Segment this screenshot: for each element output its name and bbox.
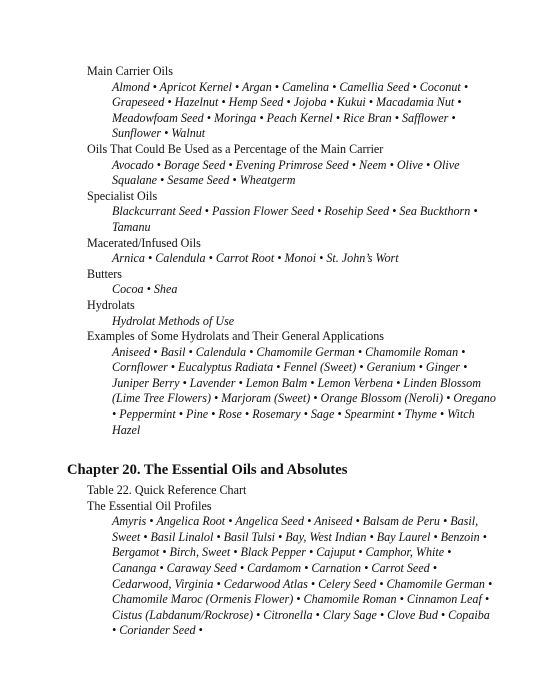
toc-subitems[interactable]: Amyris • Angelica Root • Angelica Seed • Aniseed • Balsam de Peru • Basil, Sweet • Basil Linalol • Basil Tulsi • Bay, West Indian • Bay Laurel • Benzoin • Bergamot • Birch, Sweet • Black Pepper • Cajuput • Camphor, White • Cananga • Caraway Seed • Cardamom • Carnation • Carrot Seed • Cedarwood, Virginia • Cedarwood Atlas • Celery Seed • Chamomile German • Chamomile Maroc (Ormenis Flower) • Chamomile Roman • Cinnamon Leaf • Cistus (Labdanum/Rockrose) • Citronella • Clary Sage • Clove Bud • Copaiba • Coriander Seed • (112, 514, 493, 638)
toc-subitems[interactable]: Hydrolat Methods of Use (112, 313, 235, 328)
toc-heading[interactable]: Macerated/Infused Oils (87, 235, 201, 250)
toc-subitems[interactable]: Arnica • Calendula • Carrot Root • Monoi • St. John’s Wort (112, 251, 399, 266)
toc-subitems[interactable]: Aniseed • Basil • Calendula • Chamomile German • Chamomile Roman • Cornflower • Eucalyptus Radiata • Fennel (Sweet) • Geranium • Ginger • Juniper Berry • Lavender • Lemon Balm • Lemon Verbena • Linden Blossom (Lime Tree Flowers) • Marjoram (Sweet) • Orange Blossom (Neroli) • Oregano • Peppermint • Pine • Rose • Rosemary • Sage • Spearmint • Thyme • Witch Hazel (112, 344, 496, 437)
chapter-20-title[interactable]: Chapter 20. The Essential Oils and Absolutes (67, 462, 348, 478)
toc-heading[interactable]: Oils That Could Be Used as a Percentage of the Main Carrier (87, 141, 384, 156)
toc-heading[interactable]: The Essential Oil Profiles (87, 498, 212, 513)
toc-entry-butters (87, 267, 497, 298)
toc-heading[interactable]: Examples of Some Hydrolats and Their General Applications (87, 329, 385, 344)
toc-subitems[interactable]: Cocoa • Shea (112, 282, 178, 297)
toc-entry-specialist-oils (87, 189, 497, 236)
toc-subitems[interactable]: Avocado • Borage Seed • Evening Primrose Seed • Neem • Olive • Olive Squalane • Sesame Seed • Wheatgerm (112, 157, 460, 188)
toc-heading[interactable]: Butters (87, 266, 122, 281)
toc-subitems[interactable]: Almond • Apricot Kernel • Argan • Camelina • Camellia Seed • Coconut • Grapeseed • Hazelnut • Hemp Seed • Jojoba • Kukui • Macadamia Nut • Meadowfoam Seed • Moringa • Peach Kernel • Rice Bran • Safflower • Sunflower • Walnut (112, 79, 469, 141)
toc-entry-essential-oil-profiles (87, 499, 497, 639)
toc-entry-hydrolat-examples (87, 329, 497, 438)
toc-subitems[interactable]: Blackcurrant Seed • Passion Flower Seed • Rosehip Seed • Sea Buckthorn • Tamanu (112, 204, 478, 234)
toc-entry-macerated-oils (87, 236, 497, 267)
toc-entry-quick-reference-chart (87, 483, 497, 499)
toc-heading[interactable]: Main Carrier Oils (87, 64, 173, 78)
toc-chapter-20-entries (87, 483, 497, 639)
toc-entry-percentage-oils (87, 142, 497, 189)
toc-entry-hydrolats (87, 298, 497, 329)
toc-entry-main-carrier-oils (87, 64, 497, 142)
toc-heading[interactable]: Hydrolats (87, 297, 135, 312)
toc-heading[interactable]: Table 22. Quick Reference Chart (87, 483, 247, 497)
toc-chapter-19-entries (87, 64, 497, 438)
toc-heading[interactable]: Specialist Oils (87, 188, 158, 203)
